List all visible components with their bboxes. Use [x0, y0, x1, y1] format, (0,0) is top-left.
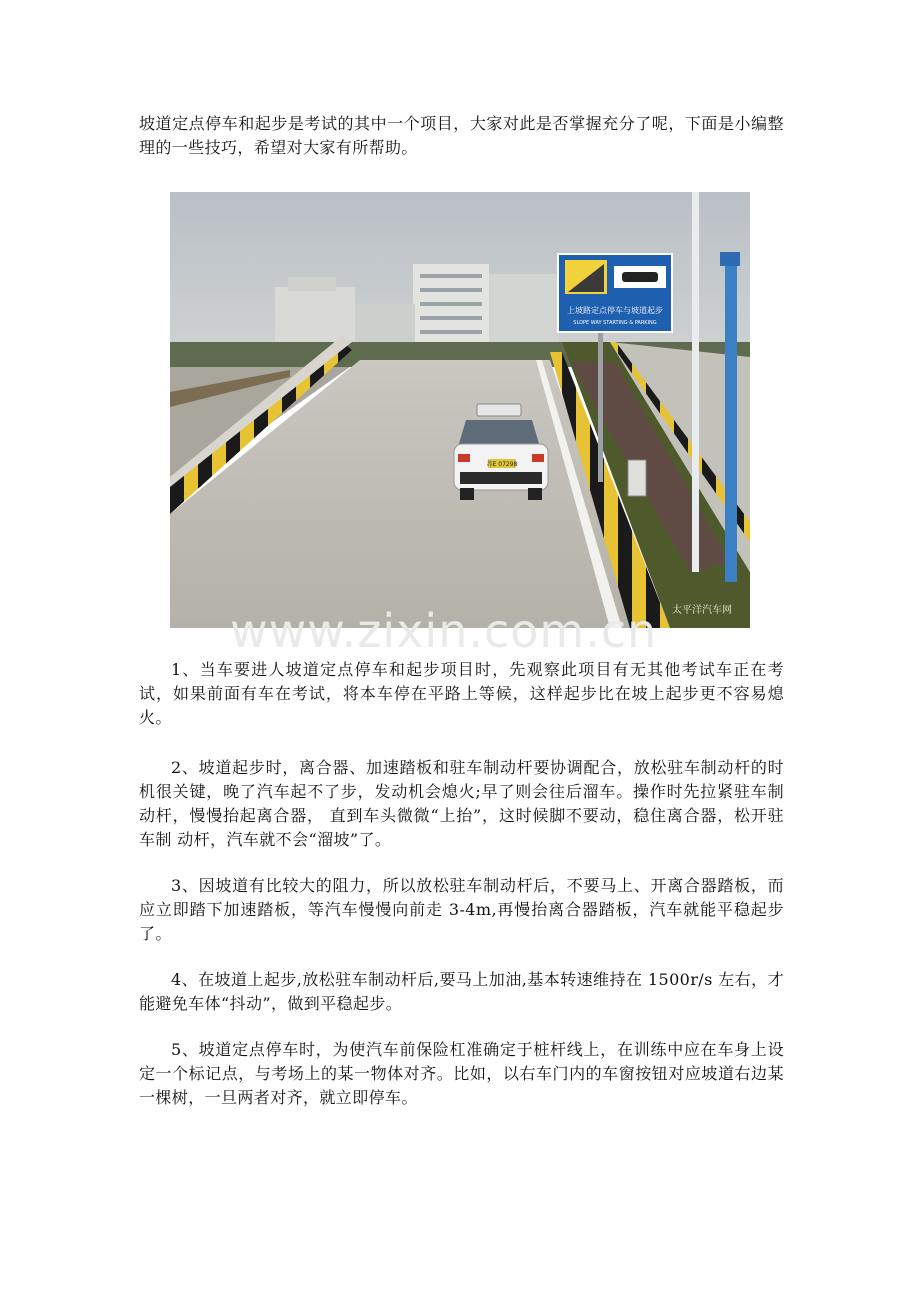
- tip-3: 3、因坡道有比较大的阻力，所以放松驻车制动杆后，不要马上、开离合器踏板，而应立即踏下加速踏板，等汽车慢慢向前走 3-4m,再慢抬离合器踏板，汽车就能平稳起步了。: [139, 876, 784, 943]
- slope-test-photo: [170, 192, 750, 628]
- slope-sign: [558, 254, 672, 332]
- site-watermark: www.zixin.com.cn: [230, 604, 658, 658]
- photo-watermark: 太平洋汽车网: [672, 605, 732, 616]
- tip-4: 4、在坡道上起步,放松驻车制动杆后,要马上加油,基本转速维持在 1500r/s 左右，才能避免车体“抖动”，做到平稳起步。: [139, 970, 784, 1013]
- tip-5: 5、坡道定点停车时，为使汽车前保险杠准确定于桩杆线上，在训练中应在车身上设定一个标记点，与考场上的某一物体对齐。比如，以右车门内的车窗按钮对应坡道右边某一棵树，一旦两者对齐，就立即停车。: [139, 1040, 784, 1107]
- tip-1: 1、当车要进人坡道定点停车和起步项目时，先观察此项目有无其他考试车正在考试，如果前面有车在考试，将本车停在平路上等候，这样起步比在坡上起步更不容易熄火。: [139, 660, 784, 727]
- intro-paragraph: 坡道定点停车和起步是考试的其中一个项目，大家对此是否掌握充分了呢，下面是小编整理的一些技巧，希望对大家有所帮助。: [139, 114, 784, 157]
- sign-sub-text: SLOPE WAY STARTING & PARKING: [573, 320, 657, 326]
- tip-2: 2、坡道起步时，离合器、加速踏板和驻车制动杆要协调配合，放松驻车制动杆的时机很关键，晚了汽车起不了步，发动机会熄火;早了则会往后溜车。操作时先拉紧驻车制动杆，慢慢抬起离合器， 直到车头微微“上抬”，这时候脚不要动，稳住离合器，松开驻车制 动杆，汽车就不会“溜坡”了。: [139, 758, 784, 849]
- sign-main-text: 上坡路定点停车与坡道起步: [567, 306, 663, 315]
- car-plate: 苏E 07298: [486, 461, 518, 468]
